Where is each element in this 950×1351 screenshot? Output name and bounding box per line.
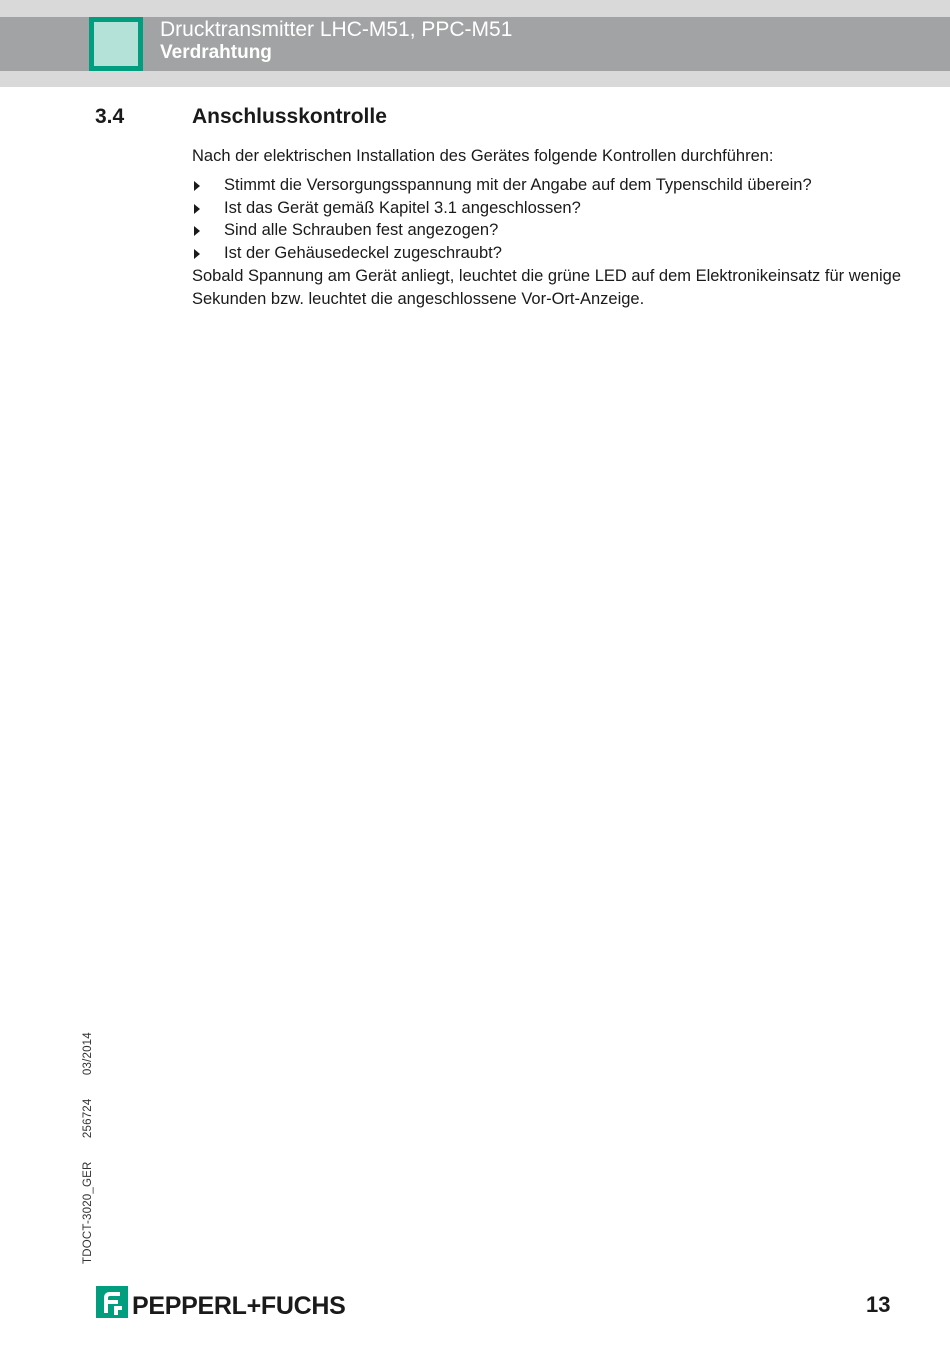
- header-accent-box: [89, 17, 143, 71]
- section-body: [192, 145, 912, 311]
- outro-paragraph: Sobald Spannung am Gerät anliegt, leuchtet die grüne LED auf dem Elektronikeinsatz für wenige Sekunden bzw. leuchtet die angeschlossene Vor-Ort-Anzeige.: [192, 266, 902, 308]
- checklist-item-text: Stimmt die Versorgungsspannung mit der Angabe auf dem Typenschild überein?: [224, 175, 812, 194]
- header-subtitle: Verdrahtung: [160, 42, 272, 63]
- page-number: 13: [866, 1292, 891, 1317]
- triangle-bullet-icon: [194, 226, 200, 236]
- checklist: [192, 174, 912, 265]
- checklist-item: [192, 197, 912, 220]
- section-number: 3.4: [95, 105, 125, 128]
- triangle-bullet-icon: [194, 181, 200, 191]
- header-title: Drucktransmitter LHC-M51, PPC-M51: [160, 18, 513, 41]
- header-top-strip: [0, 0, 950, 17]
- intro-paragraph: Nach der elektrischen Installation des Gerätes folgende Kontrollen durchführen:: [192, 147, 774, 165]
- checklist-item: [192, 242, 912, 265]
- triangle-bullet-icon: [194, 204, 200, 214]
- header-bottom-strip: [0, 71, 950, 87]
- triangle-bullet-icon: [194, 249, 200, 259]
- issue-date: 03/2014: [82, 1032, 94, 1076]
- checklist-item-text: Ist der Gehäusedeckel zugeschraubt?: [224, 244, 502, 263]
- part-number: 256724: [82, 1098, 94, 1139]
- document-meta: [82, 1012, 94, 1264]
- checklist-item-text: Sind alle Schrauben fest angezogen?: [224, 221, 499, 240]
- header-accent-box-inner: [94, 22, 138, 66]
- checklist-item: [192, 219, 912, 242]
- pf-logo-icon: [96, 1286, 128, 1318]
- section-title: Anschlusskontrolle: [192, 105, 387, 128]
- doc-id: TDOCT-3020_GER: [82, 1161, 94, 1264]
- checklist-item-text: Ist das Gerät gemäß Kapitel 3.1 angeschlossen?: [224, 198, 581, 217]
- checklist-item: [192, 174, 912, 197]
- logo-wordmark: PEPPERL+FUCHS: [132, 1292, 346, 1320]
